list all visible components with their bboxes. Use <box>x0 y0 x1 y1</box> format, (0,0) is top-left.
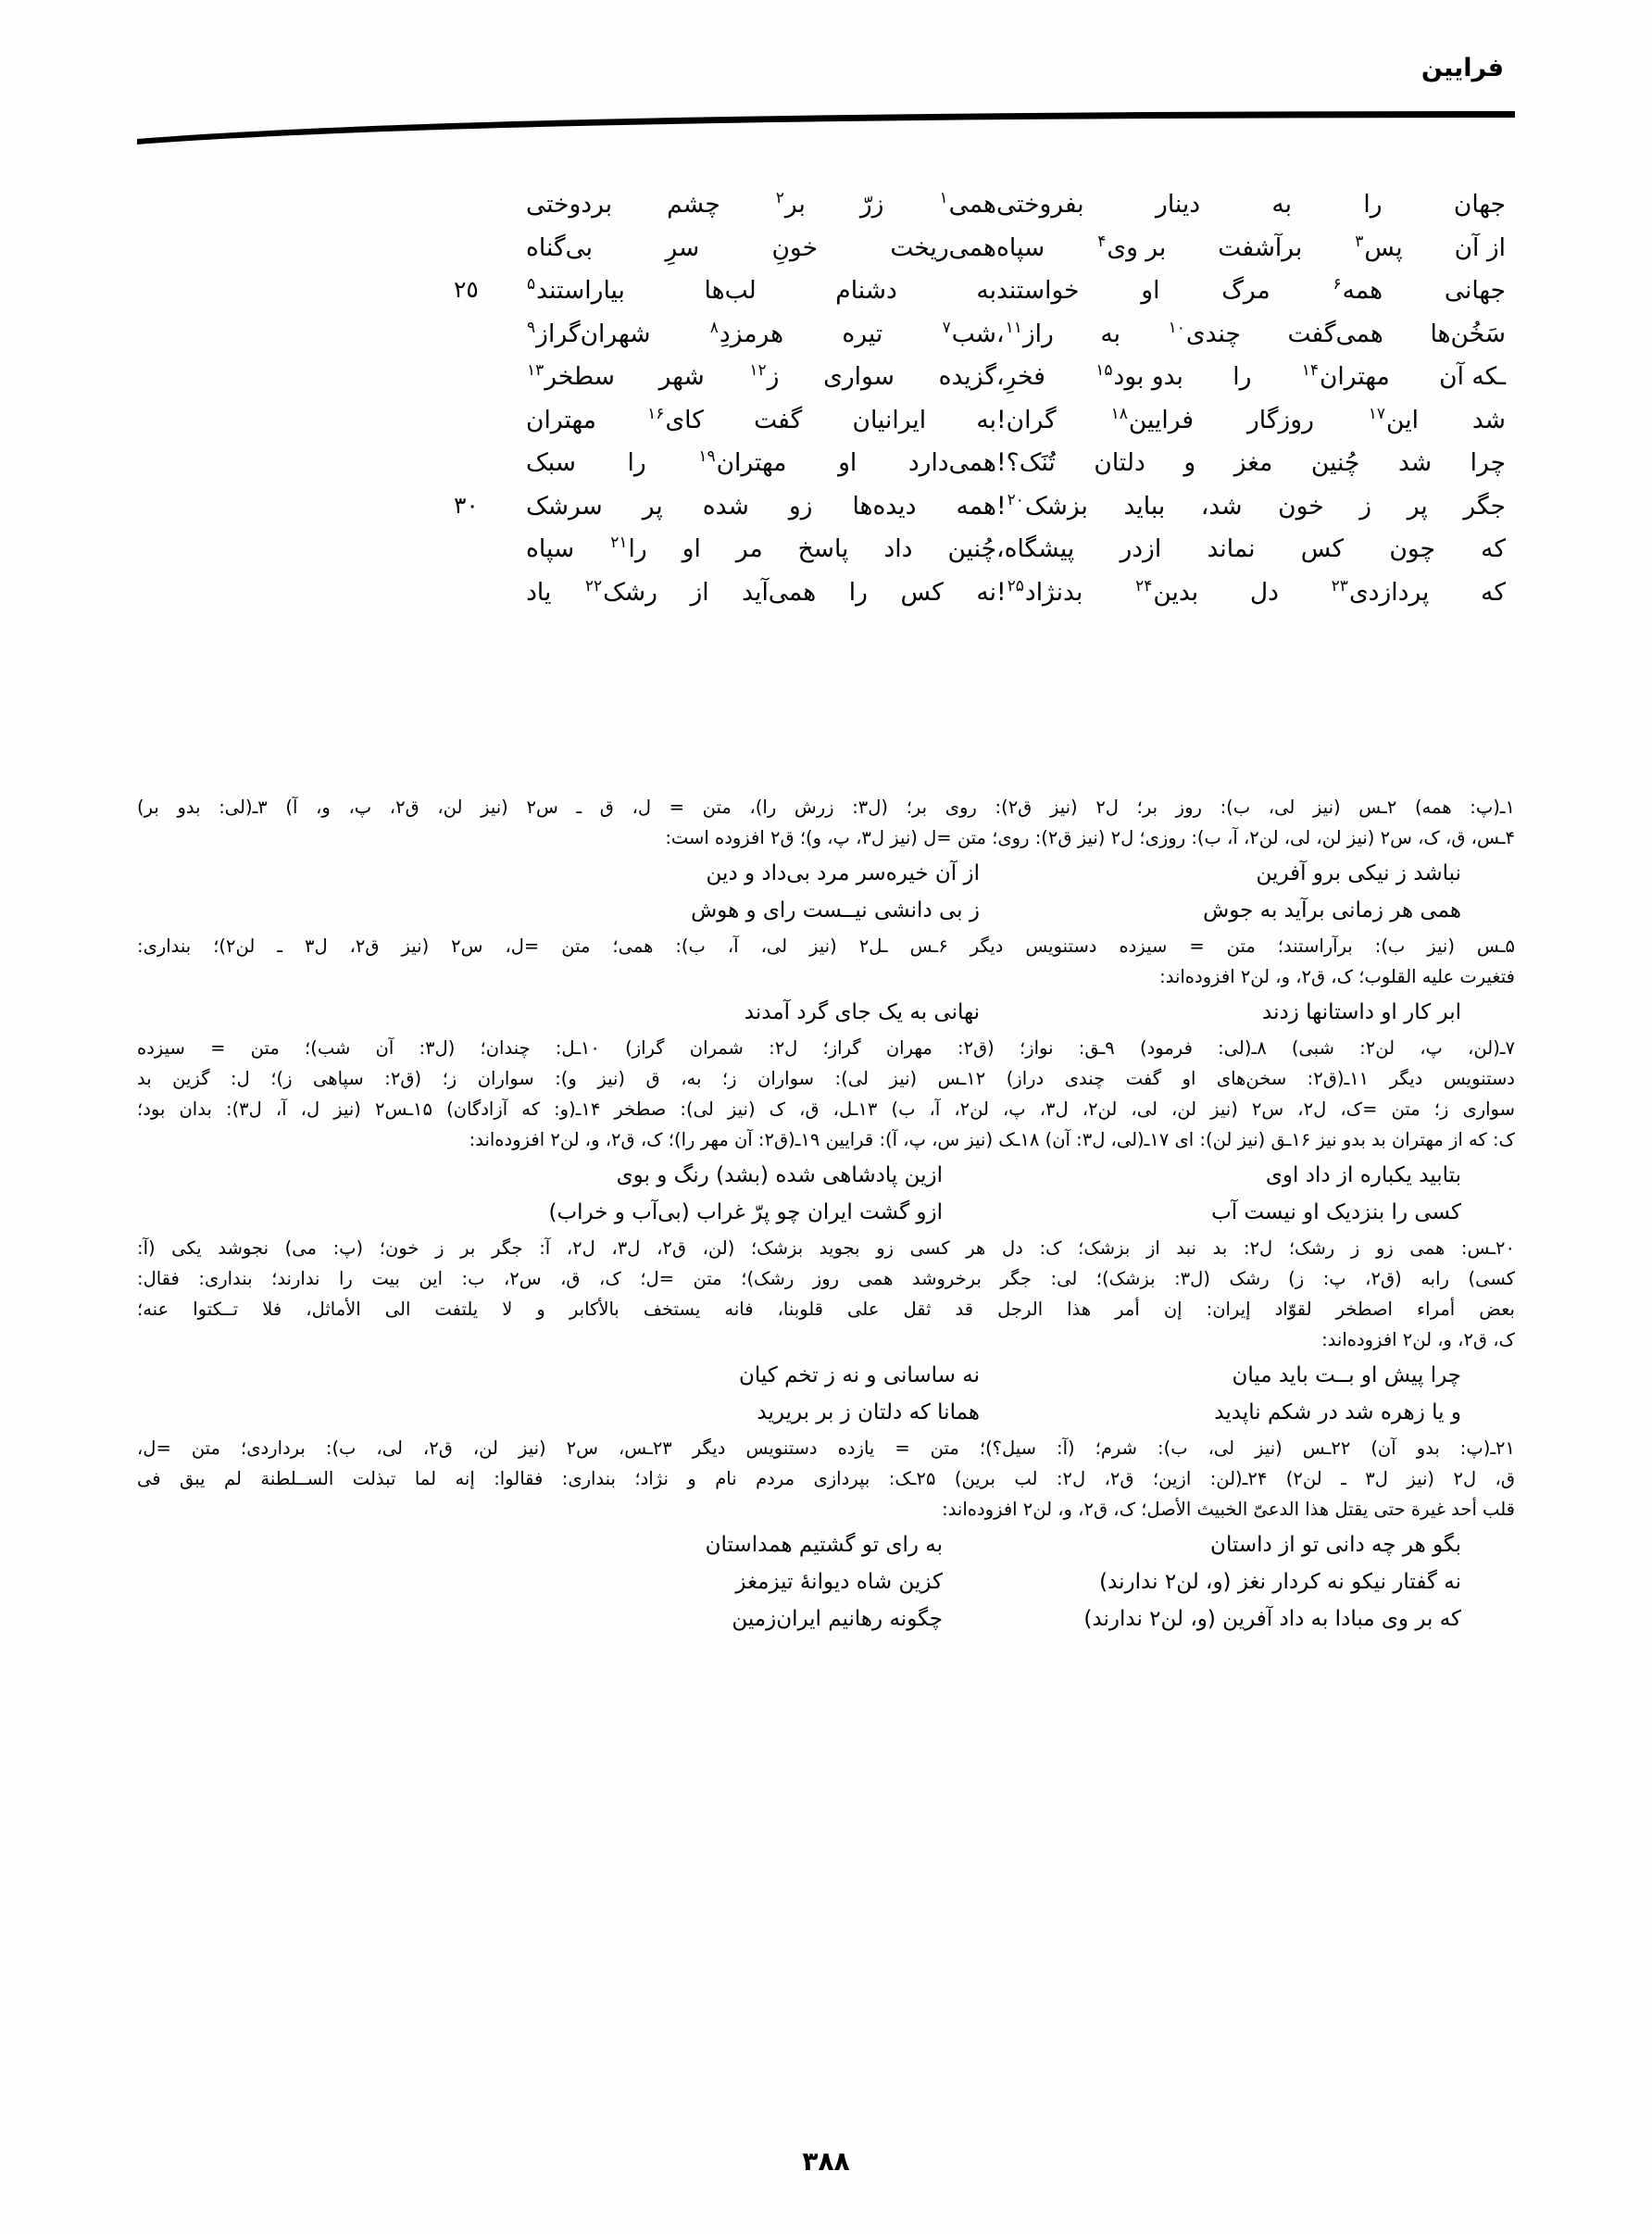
apparatus-note-line: ک، ق٢، و، لن٢ افزوده‌اند: <box>1321 1329 1515 1350</box>
verse-number-30: ٣٠ <box>454 491 479 519</box>
verse-row <box>137 492 1515 535</box>
variant-couplet-row <box>137 1357 1515 1394</box>
variant-couplet-row <box>137 1526 1515 1563</box>
variant-hemistich-right: به رای تو گشتیم همداستان <box>705 1533 943 1557</box>
apparatus-note-line: سواری ز؛ متن =ک، ل٢، س٢ (نیز لن، لی، لن٢، ل٣، پ، لن٢، آ، ب) ١٣ـل، ق، ک (نیز لی): صطخر ١۴ـ(و: که آزادگان) ١۵ـس٢ (نیز ل، آ، ل٣): بدان بود؛ <box>137 1098 1515 1120</box>
variant-couplet-row <box>137 1157 1515 1194</box>
hemistich-left: شد این$^{١٧}$ روزگار فرایین$^{١٨}$ گران! <box>996 404 1506 434</box>
apparatus-note-line: ک: که از مهتران بد بدو نیز ١۶ـق (نیز لن): ای ١٧ـ(لی، ل٣: آن) ١٨ـک (نیز س، پ، آ): قرایین ١٩ـ(ق٢: آن مهر را)؛ ک، ق٢، و، لن٢ افزوده‌اند: <box>469 1129 1515 1150</box>
hemistich-right: همی‌دارد او مهتران$^{١٩}$ را سبک <box>526 447 996 477</box>
verse-body <box>137 190 1515 621</box>
variant-couplet-row <box>137 892 1515 929</box>
header-rule <box>137 111 1515 148</box>
variant-hemistich-left: همی هر زمانی برآید به جوش <box>1203 898 1461 922</box>
variant-hemistich-left: نه گفتار نیکو نه کردار نغز (و، لن٢ ندارند) <box>1099 1570 1461 1594</box>
variant-couplet-block <box>137 994 1515 1031</box>
apparatus-note-line: ۵ـس (نیز ب): برآراستند؛ متن = سیزده دستنویس دیگر ۶ـس ـل٢ (نیز لی، آ، ب): همی؛ متن =ل، س٢ (نیز ق٢، ل٣ ـ لن٢)؛ بنداری: <box>137 935 1515 957</box>
verse-number-25: ٢٥ <box>454 276 479 303</box>
variant-couplet-row <box>137 1394 1515 1431</box>
variant-hemistich-right: کزین شاه دیوانهٔ تیزمغز <box>735 1570 943 1594</box>
verse-row <box>137 362 1515 406</box>
variant-couplet-block <box>137 855 1515 929</box>
verse-row <box>137 534 1515 578</box>
verse-row <box>137 578 1515 621</box>
variant-hemistich-right: ازو گشت ایران چو پرّ غراب (بی‌آب و خراب) <box>548 1200 943 1224</box>
variant-couplet-row <box>137 1563 1515 1600</box>
hemistich-right: شب$^٧$ تیره هرمزدِ$^٨$ شهران‌گراز$^٩$ <box>527 318 996 348</box>
verse-row <box>137 190 1515 233</box>
hemistich-left: از آن پس$^٣$ برآشفت بر وی$^۴$ سپاه <box>996 232 1506 262</box>
variant-hemistich-left: نباشد ز نیکی برو آفرین <box>1256 861 1461 885</box>
apparatus-note-line: کسی) رابه (ق٢، پ: ز) رشک (ل٣: بزشک)؛ لی: جگر برخروشد همی روز رشک)؛ متن =ل؛ ک، ق، س٢، ب: این بیت را ندارند؛ بنداری: فقال: <box>137 1268 1516 1289</box>
variant-hemistich-left: که بر وی مبادا به داد آفرین (و، لن٢ ندارند) <box>1083 1607 1461 1631</box>
variant-hemistich-left: کسی را بنزدیک او نیست آب <box>1211 1200 1461 1224</box>
variant-hemistich-right: نه ساسانی و نه ز تخم کیان <box>738 1363 980 1387</box>
hemistich-right: همی‌ریخت خونِ سرِ بی‌گناه <box>526 232 996 262</box>
apparatus-note-line: ٧ـ(لن، پ، لن٢: شبی) ٨ـ(لی: فرمود) ٩ـق: نواز؛ (ق٢: مهران گراز؛ ل٢: شمران گراز) ١٠ـل: چندان؛ (ل٣: آن شب)؛ متن = سیزده <box>137 1037 1515 1059</box>
variant-hemistich-right: ازین پادشاهی شده (بشد) رنگ و بوی <box>616 1163 943 1187</box>
variant-hemistich-left: بتابید یکباره از داد اوی <box>1265 1163 1461 1187</box>
hemistich-right: همی$^١$ زرّ بر$^٢$ چشم بردوختی <box>526 189 996 219</box>
apparatus-note-line: ١ـ(پ: همه) ٢ـس (نیز لی، ب): روز بر؛ ل٢ (نیز ق٢): روی بر؛ (ل٣: زرش را)، متن = ل، ق ـ س٢ (نیز لن، ق٢، پ، و، آ) ٣ـ(لی: بدو بر) <box>137 797 1515 818</box>
hemistich-right: نه کس را همی‌آید از رشک$^{٢٢}$ یاد <box>526 576 996 607</box>
variant-hemistich-right: ز بی دانشی نیــست رای و هوش <box>691 898 980 922</box>
variant-couplet-row <box>137 1600 1515 1638</box>
apparatus-note-line: دستنویس دیگر ١١ـ(ق٢: سخن‌های او گفت چندی دراز) ١٢ـس (نیز لی): سواران ز؛ به، ق (نیز و): سواران ز؛ (ق٢: سپاهی ز)؛ ل: گزین بد <box>137 1068 1515 1089</box>
hemistich-left: چرا شد چُنین مغز و دلتان تُنَک؟! <box>996 448 1506 477</box>
variant-couplet-row <box>137 1194 1515 1231</box>
hemistich-left: که پردازدی$^{٢٣}$ دل بدین$^{٢۴}$ بدنژاد$^{٢۵}$! <box>996 576 1506 607</box>
apparatus-note-line: ٢٠ـس: همی زو ز رشک؛ ل٢: بد نبد از بزشک؛ ک: دل هر کسی زو بجوید بزشک؛ (لن، ق٢، ل٣، ل٢، آ: جگر بر ز خون؛ (پ: می) نجوشد یکی (آ: <box>137 1237 1515 1259</box>
hemistich-left: جهان را به دینار بفروختی <box>996 190 1506 219</box>
apparatus-note-line: قلب أحد غیرة حتی یقتل هذا الدعیّ الخبیث الأصل؛ ک، ق٢، و، لن٢ افزوده‌اند: <box>942 1499 1515 1520</box>
variant-couplet-block <box>137 1157 1515 1231</box>
verse-row <box>137 320 1515 363</box>
variant-couplet-block <box>137 1526 1515 1638</box>
hemistich-right: به دشنام لب‌ها بیاراستند$^۵$ <box>527 275 996 305</box>
variant-hemistich-left: بگو هر چه دانی تو از داستان <box>1210 1533 1461 1557</box>
variant-hemistich-right: از آن خیره‌سر مرد بی‌داد و دین <box>706 861 980 885</box>
hemistich-right: همه دیده‌ها زو شده پر سرشک <box>526 491 996 521</box>
apparatus-note-line: ٢١ـ(پ: بدو آن) ٢٢ـس (نیز لی، ب): شرم؛ (آ: سیل؟)؛ متن = یازده دستنویس دیگر ٢٣ـس، س٢ (نیز لن، ق٢، لی، ب): برداردی؛ متن =ل، <box>137 1437 1515 1459</box>
variant-hemistich-right: نهانی به یک جای گرد آمدند <box>744 1000 980 1024</box>
variant-hemistich-left: چرا پیش او بــت باید میان <box>1232 1363 1461 1387</box>
apparatus-note-line: ۴ـس، ق، ک، س٢ (نیز لن، لی، لن٢، آ، ب): روزی؛ ل٢ (نیز ق٢): روی؛ متن =ل (نیز ل٣، پ، و)؛ ق٢ افزوده است: <box>665 827 1515 848</box>
hemistich-right: گزیده سواری ز$^{١٢}$ شهر سطخر$^{١٣}$ <box>527 361 996 391</box>
hemistich-left: که چون کس نماند ازدر پیشگاه، <box>996 534 1506 563</box>
variant-couplet-block <box>137 1357 1515 1431</box>
verse-row <box>137 276 1515 320</box>
hemistich-right: به ایرانیان گفت کای$^{١۶}$ مهتران <box>526 404 996 434</box>
apparatus-criticus <box>137 792 1515 1639</box>
hemistich-left: جگر پر ز خون شد، بباید بزشک$^{٢٠}$! <box>996 490 1506 521</box>
hemistich-right: چُنین داد پاسخ مر او را$^{٢١}$ سپاه <box>526 533 996 563</box>
page-number: ٣٨٨ <box>802 2146 850 2177</box>
variant-hemistich-right: چگونه رهانیم ایران‌زمین <box>732 1607 943 1631</box>
variant-hemistich-left: ابر کار او داستانها زدند <box>1262 1000 1461 1024</box>
variant-hemistich-left: و یا زهره شد در شکم ناپدید <box>1214 1400 1461 1424</box>
verse-row <box>137 448 1515 492</box>
verse-row <box>137 406 1515 449</box>
running-head: فرایین <box>1420 54 1504 82</box>
verse-row <box>137 233 1515 277</box>
apparatus-note-line: فتغیرت علیه القلوب؛ ک، ق٢، و، لن٢ افزوده‌اند: <box>1159 966 1515 987</box>
variant-couplet-row <box>137 855 1515 892</box>
apparatus-arabic-quotation: بعض أمراء اصطخر لقوّاد إیران: إن أمر هذا الرجل قد ثقل علی قلوبنا، فانه یستخف بالأکابر و لا یلتفت الی الأماثل، فلا تــکتوا عنه؛ <box>137 1299 1515 1320</box>
apparatus-note-line: ق، ل٢ (نیز ل٣ ـ لن٢) ٢۴ـ(لن: ازین؛ ق٢، ل٢: لب برین) ٢۵ـک: بپردازی مردم نام و نژاد؛ بنداری: فقالوا: إنه لما تبذلت الســلطنة لم یبق فی <box>137 1468 1515 1489</box>
hemistich-left: ـکه آن مهتران$^{١۴}$ را بدو بود$^{١۵}$ فخرِ، <box>996 361 1506 391</box>
variant-hemistich-right: همانا که دلتان ز بر بریرید <box>757 1400 980 1424</box>
hemistich-left: سَخُن‌ها همی‌گفت چندی$^{١٠}$ به راز$^{١١}$، <box>996 318 1506 348</box>
variant-couplet-row <box>137 994 1515 1031</box>
hemistich-left: جهانی همه$^۶$ مرگ او خواستند <box>996 275 1506 305</box>
